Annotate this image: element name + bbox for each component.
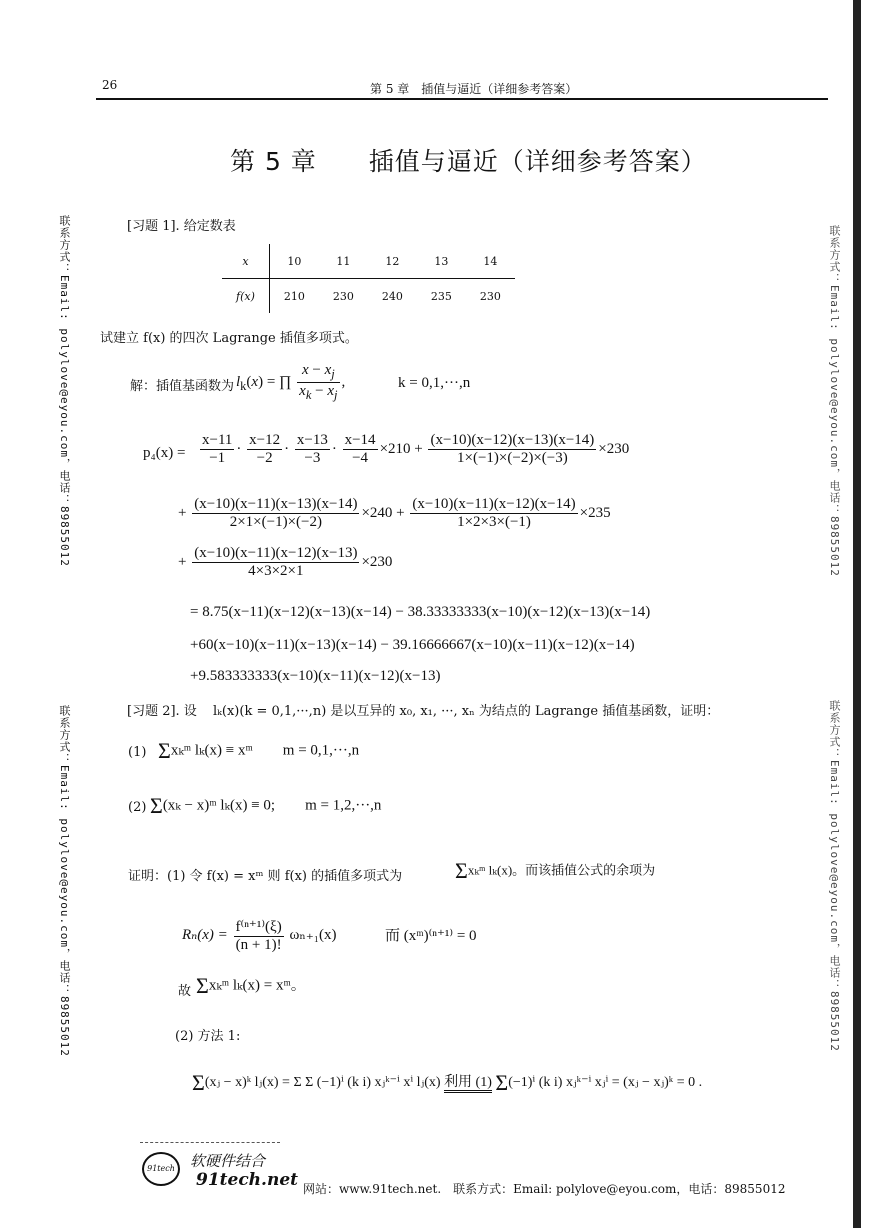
side-contact-right-2: 联系方式：Email: polylove@eyou.com，电话：89855012	[828, 700, 841, 1052]
logo-bottom-text: 91tech.net	[196, 1170, 298, 1190]
exercise-1-label: [习题 1]. 给定数表	[127, 219, 236, 234]
page-number: 26	[102, 78, 118, 92]
proof-1: 证明：(1) 令 f(x) = xᵐ 则 f(x) 的插值多项式为	[128, 869, 403, 884]
fx-value: 240	[381, 289, 403, 303]
table-row-x	[222, 244, 515, 279]
conclude-formula	[196, 973, 306, 999]
p4-term-3: + $\frac{(x-10)(x-11)(x-12)(x-13)}{4\times 3\times 2\times 1}$ ×230	[178, 545, 393, 579]
proof-1-tail: xₖᵐ lₖ(x)。而该插值公式的余项为	[467, 862, 656, 878]
sum-symbol: Σ	[495, 1070, 509, 1095]
fx-value: 230	[479, 289, 501, 303]
side-contact-right-1: 联系方式：Email: polylove@eyou.com，电话：89855012	[828, 225, 841, 577]
final-tail: (−1)ⁱ (k i) xⱼᵏ⁻ⁱ xⱼⁱ = (xⱼ − xⱼ)ᵏ = 0 .	[508, 1075, 703, 1091]
conclude-text: xₖᵐ lₖ(x) = xᵐ。	[208, 977, 306, 994]
exercise-2-label: [习题 2]. 设	[127, 704, 197, 719]
remainder-numerator: f⁽ⁿ⁺¹⁾(ξ)	[235, 919, 282, 935]
x-value: 13	[417, 244, 466, 279]
final-use-annotation: 利用 (1)	[444, 1075, 492, 1093]
remainder-lhs: Rₙ(x) =	[182, 926, 228, 943]
fx-value: 235	[430, 289, 452, 303]
item-2-text: (xₖ − x)ᵐ lₖ(x) ≡ 0; m = 1,2,···,n	[162, 797, 382, 814]
item-1-text: xₖᵐ lₖ(x) ≡ xᵐ m = 0,1,···,n	[170, 742, 360, 759]
sum-symbol: Σ	[455, 858, 468, 883]
right-scan-edge	[853, 0, 861, 1228]
p4-lhs: p₄(x) =	[143, 445, 186, 461]
x-value: 12	[368, 244, 417, 279]
running-title: 第 5 章 插值与逼近（详细参考答案）	[370, 82, 578, 96]
x-value: 11	[319, 244, 368, 279]
logo-top-text: 软硬件结合	[190, 1152, 266, 1170]
side-contact-left-2: 联系方式：Email: polylove@eyou.com，电话：89855012	[58, 705, 71, 1057]
basis-formula: $l_k(x)$ = ∏ $\frac{x - x_j}{x_k - x_j}$ ,	[236, 362, 346, 402]
item-1-formula	[158, 738, 359, 764]
p4-term-1: $\frac{x-11}{-1}$ · $\frac{x-12}{-2}$ · $\frac{x-13}{-3}$ · $\frac{x-14}{-4}$ ×210 + $\frac{(x-10)(x-12)(x-13)(x-14)}{1\times(-1)\times(-2)\times(-3)}$ ×230	[202, 432, 630, 466]
footer-rule	[140, 1142, 280, 1143]
side-contact-left-1: 联系方式：Email: polylove@eyou.com，电话：89855012	[58, 215, 71, 567]
exercise-1-task: 试建立 f(x) 的四次 Lagrange 插值多项式。	[100, 331, 358, 346]
proof-1-formula	[455, 858, 655, 884]
chapter-title: 第 5 章 插值与逼近（详细参考答案）	[230, 147, 707, 176]
data-table	[222, 244, 515, 313]
item-2-formula	[150, 793, 381, 819]
result-line-3: +9.583333333(x−10)(x−11)(x−12)(x−13)	[190, 668, 441, 684]
remainder-formula	[182, 917, 336, 954]
x-value: 14	[466, 244, 515, 279]
conclude-prefix: 故	[178, 984, 192, 999]
final-text: (xⱼ − x)ᵏ lⱼ(x) = Σ Σ (−1)ⁱ (k i) xⱼᵏ⁻ⁱ xⁱ lⱼ(x)	[204, 1075, 441, 1091]
item-2-number: (2)	[128, 800, 147, 815]
x-label: x	[222, 244, 269, 279]
final-formula	[192, 1070, 702, 1096]
fx-value: 210	[283, 289, 305, 303]
fx-label: f(x)	[222, 279, 269, 314]
x-value: 10	[269, 244, 319, 279]
exercise-2-statement: lₖ(x)(k = 0,1,···,n) 是以互异的 x₀, x₁, ···, xₙ 为结点的 Lagrange 插值基函数，证明：	[213, 704, 720, 719]
method-label: (2) 方法 1:	[175, 1029, 241, 1044]
sum-symbol: Σ	[196, 973, 209, 998]
remainder-omega: ωₙ₊₁(x)	[289, 926, 337, 943]
p4-term-2: + $\frac{(x-10)(x-11)(x-13)(x-14)}{2\times 1\times(-1)\times(-2)}$ ×240 + $\frac{(x-10)(x-11)(x-12)(x-14)}{1\times 2\times 3\times(-1)}$ ×235	[178, 496, 611, 530]
result-line-2: +60(x−10)(x−11)(x−13)(x−14) − 39.16666667(x−10)(x−11)(x−12)(x−14)	[190, 637, 635, 653]
remainder-zero: 而 (xᵐ)⁽ⁿ⁺¹⁾ = 0	[385, 928, 477, 944]
fx-value: 230	[332, 289, 354, 303]
sum-symbol: Σ	[158, 738, 171, 763]
item-1-number: (1)	[128, 745, 147, 760]
table-row-fx	[222, 279, 515, 314]
sum-symbol: Σ	[150, 793, 163, 818]
result-line-1: = 8.75(x−11)(x−12)(x−13)(x−14) − 38.33333333(x−10)(x−12)(x−13)(x−14)	[190, 604, 651, 620]
header-rule	[96, 98, 828, 100]
footer-contact: 网站：www.91tech.net. 联系方式：Email: polylove@eyou.com，电话：89855012	[303, 1182, 786, 1196]
sum-symbol: Σ	[192, 1070, 205, 1095]
solution-prefix: 解：插值基函数为	[130, 379, 235, 394]
logo-badge: 91tech	[142, 1152, 180, 1186]
remainder-denominator: (n + 1)!	[234, 936, 284, 954]
basis-range: k = 0,1,···,n	[398, 375, 471, 391]
basis-symbol: l	[236, 373, 241, 390]
